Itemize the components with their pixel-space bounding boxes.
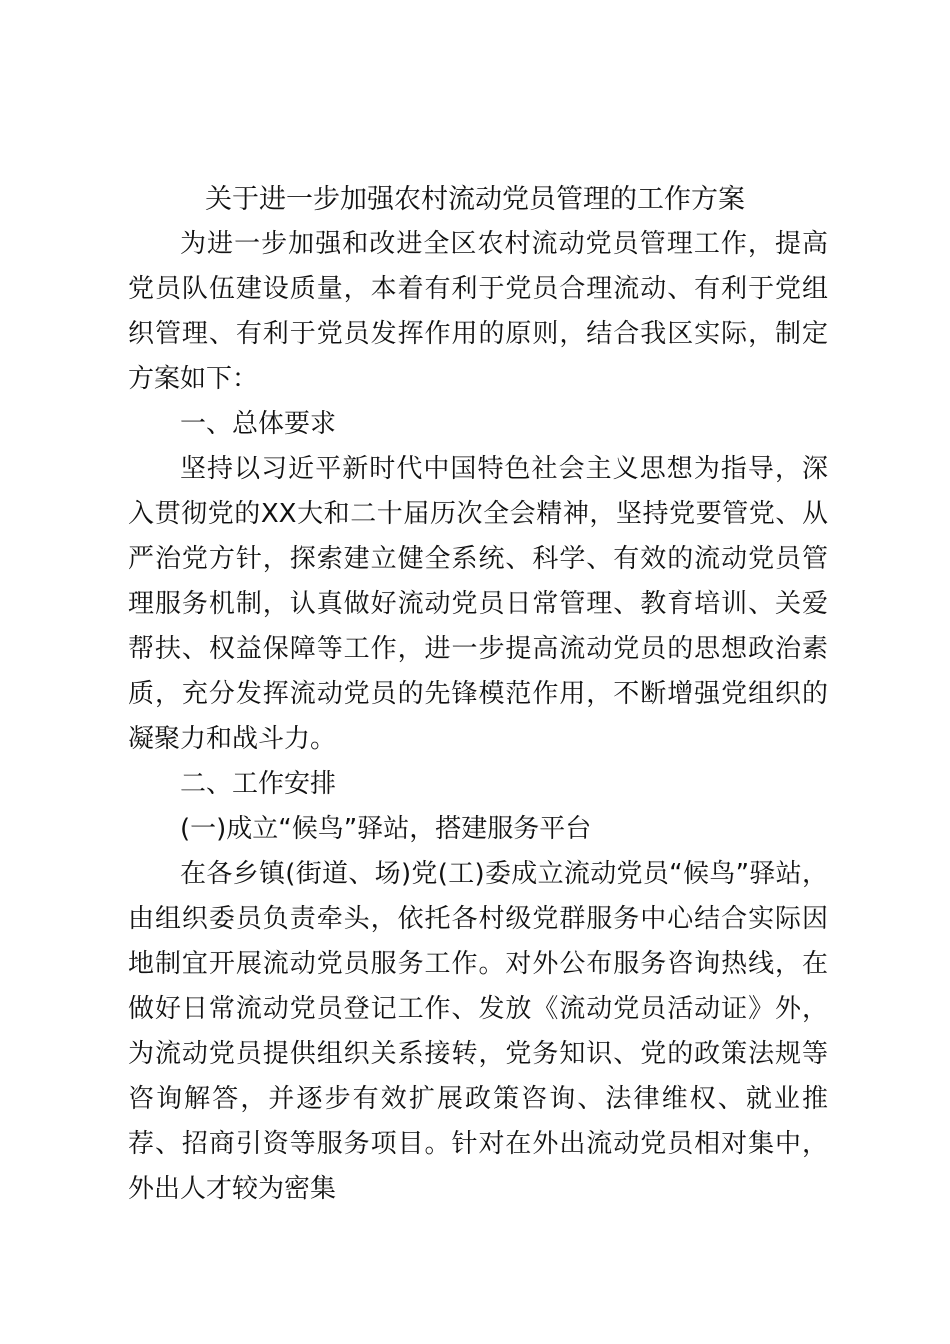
subsection-heading-station: (一)成立“候鸟”驿站，搭建服务平台	[180, 814, 592, 844]
document-title: 关于进一步加强农村流动党员管理的工作方案	[205, 184, 745, 215]
intro-paragraph: 为进一步加强和改进全区农村流动党员管理工作，提高党员队伍建设质量，本着有利于党员合理流动、有利于党组织管理、有利于党员发挥作用的原则，结合我区实际，制定方案如下：	[128, 229, 828, 394]
section-heading-general-requirements: 一、总体要求	[180, 409, 337, 439]
general-requirements-paragraph: 坚持以习近平新时代中国特色社会主义思想为指导，深入贯彻党的XX大和二十届历次全会精神，坚持党要管党、从严治党方针，探索建立健全系统、科学、有效的流动党员管理服务机制，认真做好流动党员日常管理、教育培训、关爱帮扶、权益保障等工作，进一步提高流动党员的思想政治素质，充分发挥流动党员的先锋模范作用，不断增强党组织的凝聚力和战斗力。	[128, 454, 828, 754]
station-paragraph: 在各乡镇(街道、场)党(工)委成立流动党员“候鸟”驿站，由组织委员负责牵头，依托各村级党群服务中心结合实际因地制宜开展流动党员服务工作。对外公布服务咨询热线，在做好日常流动党员登记工作、发放《流动党员活动证》外，为流动党员提供组织关系接转，党务知识、党的政策法规等咨询解答，并逐步有效扩展政策咨询、法律维权、就业推荐、招商引资等服务项目。针对在外出流动党员相对集中，外出人才较为密集	[128, 859, 828, 1204]
document-body	[128, 222, 828, 1212]
section-heading-work-arrangements: 二、工作安排	[180, 769, 337, 799]
